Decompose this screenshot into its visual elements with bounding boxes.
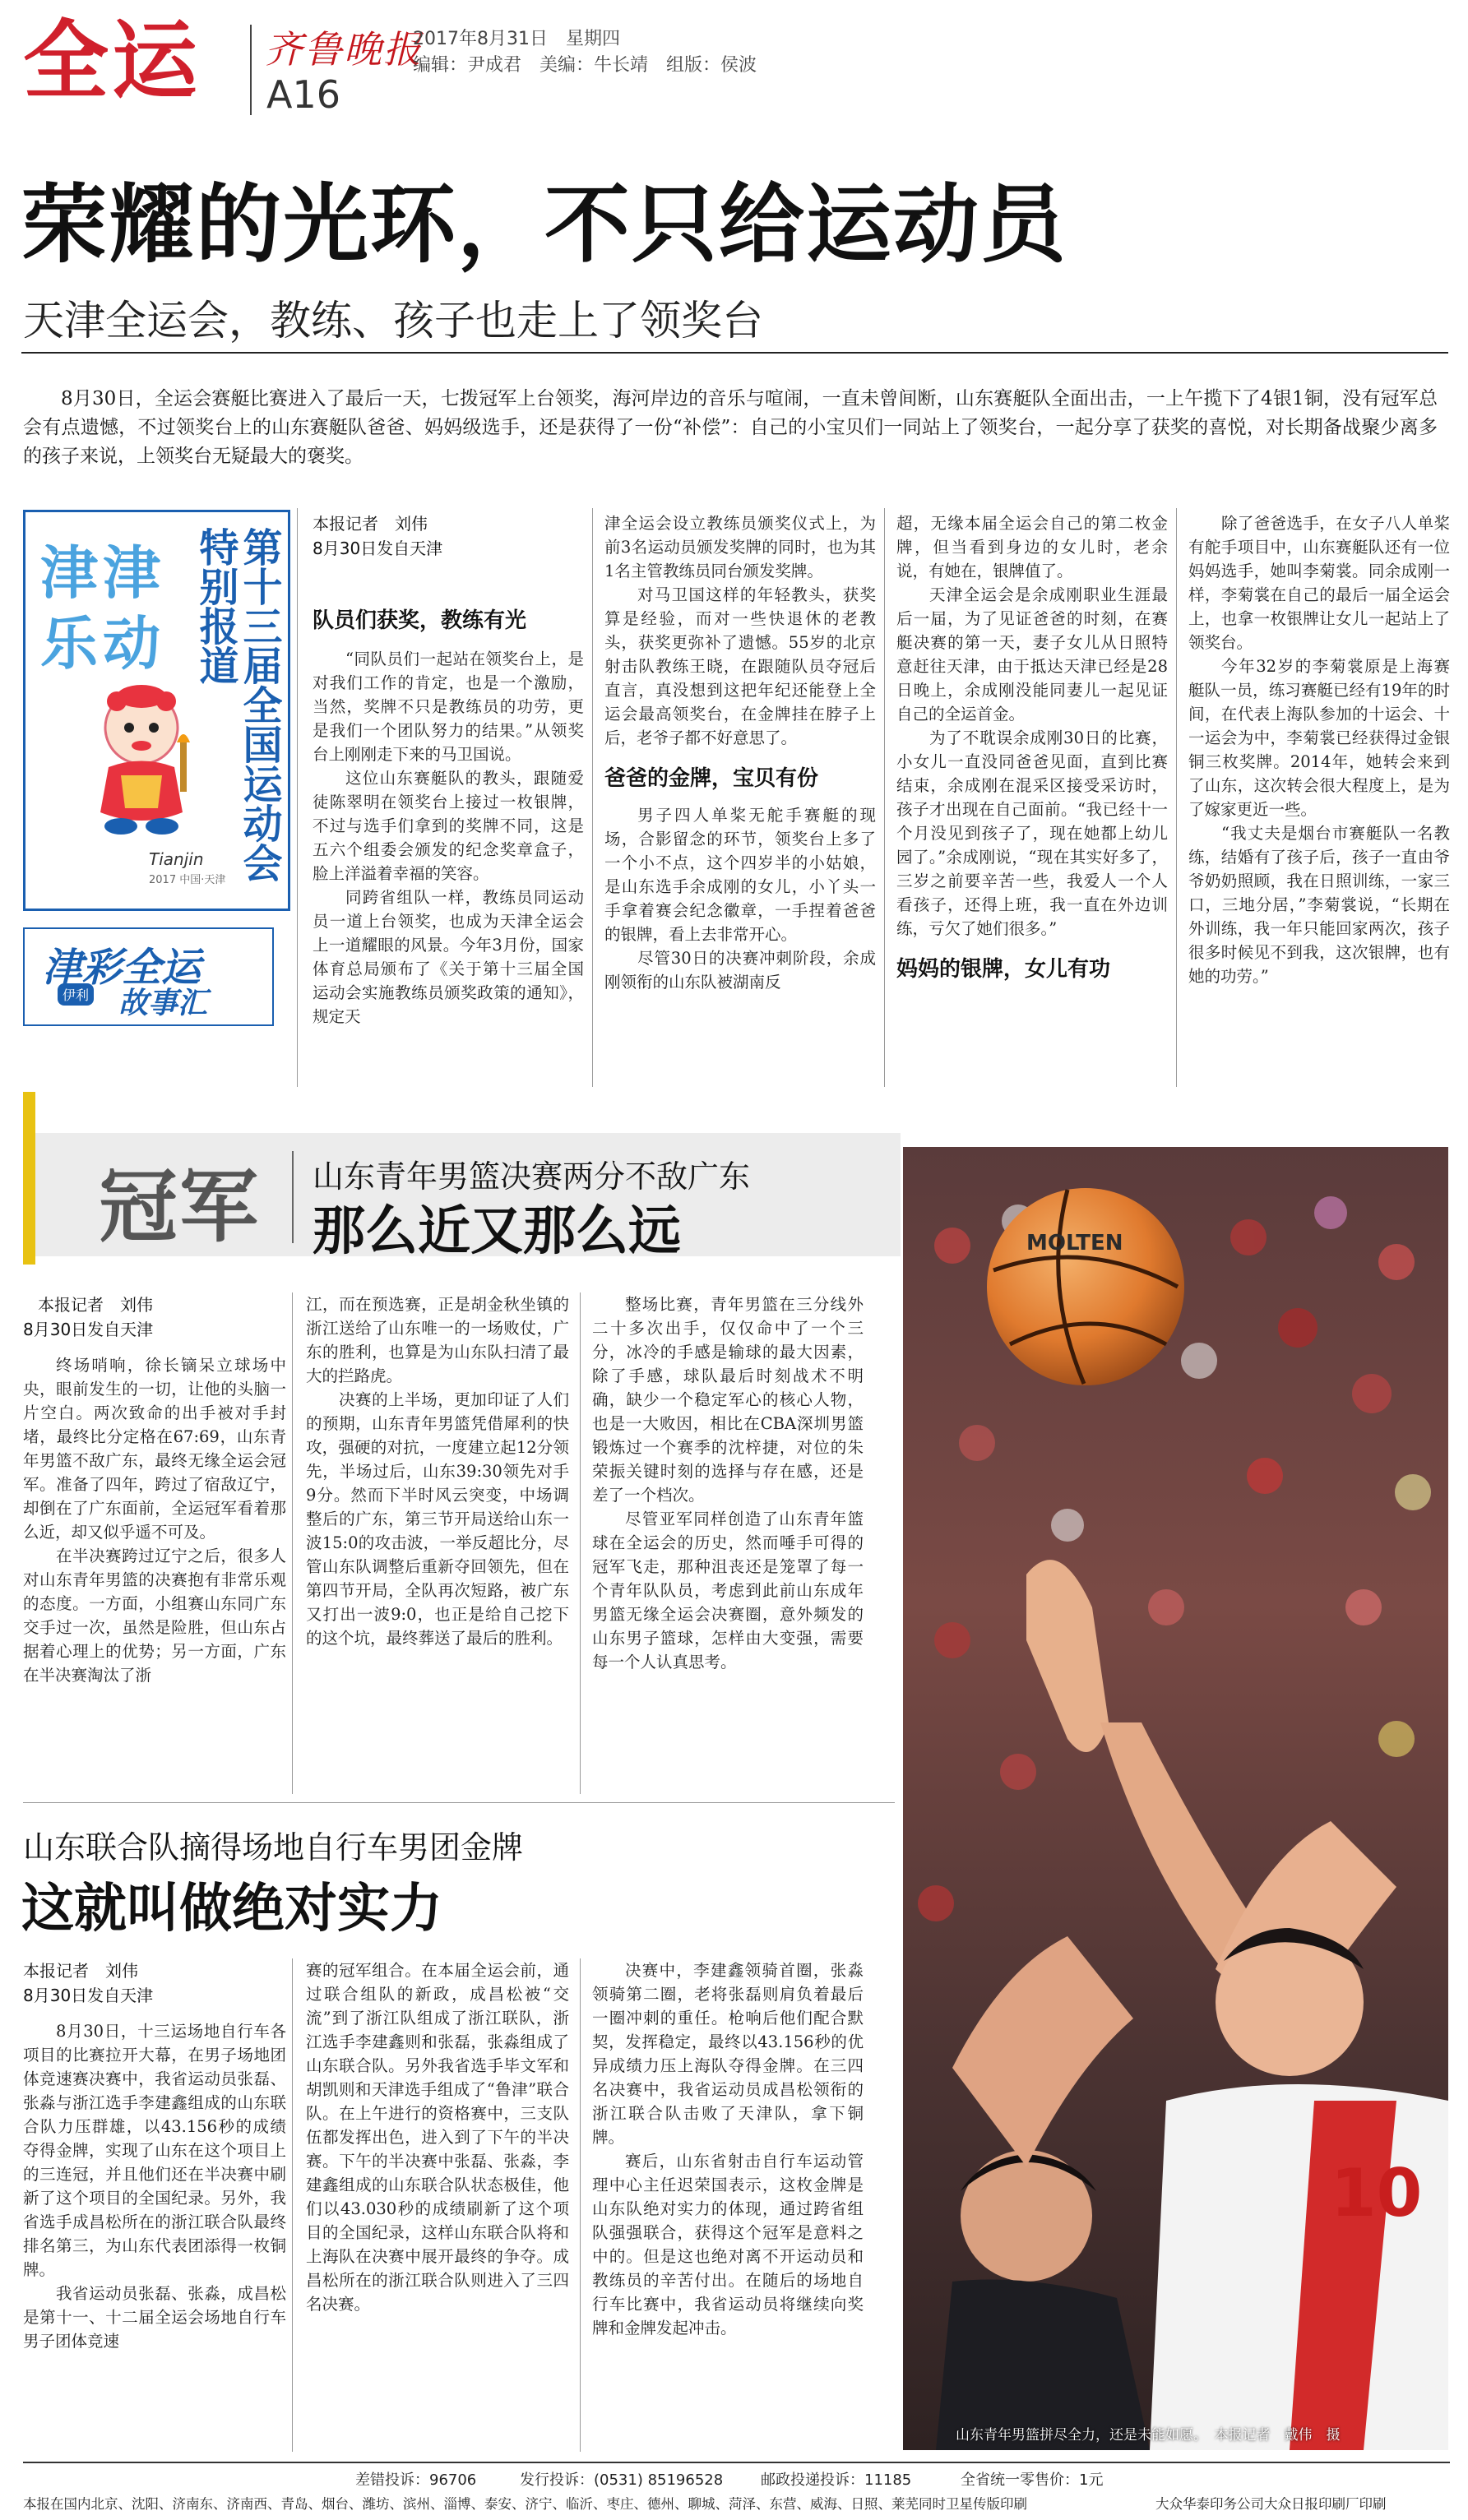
byline-reporter: 本报记者 刘伟: [23, 1961, 138, 1981]
paper-logo: 齐鲁晚报: [265, 27, 423, 72]
tag-divider: [292, 1151, 294, 1243]
article-paragraph: 8月30日，十三运场地自行车各项目的比赛拉开大幕，在男子场地团体竞速赛决赛中，我省运动员张磊、张淼与浙江选手李建鑫组成的山东联合队力压群雄，以43.156秒的成绩夺得金牌，实现了山东在这个项目上的三连冠，并且他们还在半决赛中刷新了这个项目的全国纪录。另外，我省选手成昌松所在的浙江联合队最终排名第三，为山东代表团添得一枚铜牌。: [23, 2022, 286, 2279]
retail-price: 全省统一零售价：1元: [961, 2471, 1104, 2489]
games-badge: [23, 510, 290, 911]
article-paragraph: 天津全运会是余成刚职业生涯最后一届，为了见证爸爸的时刻，在赛艇决赛的第一天，妻子女儿从日照特意赶往天津，由于抵达天津已经是28日晚上，余成刚没能同妻儿一起见证自己的全运首金。: [896, 585, 1168, 724]
column-rule: [1176, 508, 1177, 1087]
champion-tag: 冠军: [99, 1161, 260, 1253]
badge-slogan-b: 乐动: [40, 610, 165, 677]
article-paragraph: 男子四人单桨无舵手赛艇的现场，合影留念的环节，领奖台上多了一个小不点，这个四岁半的小姑娘，是山东选手余成刚的女儿，小丫头一手拿着赛会纪念徽章，一手捏着爸爸的银牌，看上去非常开心。: [604, 806, 876, 944]
story3-rule: [23, 1802, 895, 1803]
ball-brand: MOLTEN: [1026, 1231, 1123, 1255]
story2-col2: [306, 1292, 569, 1650]
story-logo-sub: 故事汇: [118, 987, 208, 1020]
photo-caption: 山东青年男篮拼尽全力，还是未能如愿。 本报记者 戴伟 摄: [956, 2427, 1341, 2444]
story3-col3: [592, 1958, 864, 2340]
article-paragraph: 超，无缘本届全运会自己的第二枚金牌，但当看到身边的女儿时，老余说，有她在，银牌值了。: [896, 514, 1168, 580]
article-paragraph: 整场比赛，青年男篮在三分线外二十多次出手，仅仅命中了一个三分，冰冷的手感是输球的最大因素，除了手感，球队最后时刻战术不明确，缺少一个稳定军心的核心人物，也是一大败因，相比在CBA深圳男篮锻炼过一个赛季的沈梓捷，对位的朱荣振关键时刻的选择与存在感，还是差了一个档次。: [592, 1295, 864, 1505]
masthead-divider: [250, 25, 252, 115]
story-title: 这就叫做绝对实力: [21, 1879, 442, 1940]
column-rule: [884, 508, 885, 1087]
postal-hotline: 邮政投递投诉：11185: [761, 2471, 912, 2489]
sub-headline: 天津全运会，教练、孩子也走上了领奖台: [23, 297, 763, 344]
story-kicker: 山东联合队摘得场地自行车男团金牌: [23, 1829, 524, 1866]
story-logo-box: [23, 927, 274, 1026]
printer-credit: 大众华泰印务公司大众日报印刷厂印刷: [1155, 2496, 1387, 2512]
column-rule: [292, 1292, 293, 1794]
headline-rule: [21, 352, 1448, 354]
story3-col1: [23, 1958, 286, 2353]
photo-scene: [903, 1147, 1448, 2450]
column-rule: [297, 508, 298, 1087]
article-paragraph: 除了爸爸选手，在女子八人单桨有舵手项目中，山东赛艇队还有一位妈妈选手，她叫李菊裳。同余成刚一样，李菊裳在自己的最后一届全运会上，也拿一枚银牌让女儿一起站上了领奖台。: [1188, 514, 1450, 652]
article-paragraph: 决赛的上半场，更加印证了人们的预期，山东青年男篮凭借犀利的快攻，强硬的对抗，一度建立起12分领先，半场过后，山东39:30领先对手9分。然而下半时风云突变，中场调整后的广东，第三节开局送给山东一波15:0的攻击波，一举反超比分，尽管山东队调整后重新夺回领先，但在第四节开局，全队再次短路，被广东又打出一波9:0，也正是给自己挖下的这个坑，最终葬送了最后的胜利。: [306, 1390, 569, 1648]
section-subhead: 爸爸的金牌，宝贝有份: [604, 766, 819, 791]
article-paragraph: 我省运动员张磊、张淼，成昌松是第十一、十二届全运会场地自行车男子团体竞速: [23, 2284, 286, 2351]
story1-col4: [1188, 511, 1450, 988]
mascot-illustration: [72, 677, 211, 841]
byline-dateline: 8月30日发自天津: [23, 1320, 154, 1339]
story-logo: 津彩全运: [43, 945, 201, 991]
complaint-hotline: 差错投诉：96706: [355, 2471, 477, 2489]
badge-vertical-title: 第十三届全国运动会特别报道: [192, 527, 282, 882]
article-paragraph: 江，而在预选赛，正是胡金秋坐镇的浙江送给了山东唯一的一场败仗，广东的胜利，也算是为山东队扫清了最大的拦路虎。: [306, 1295, 569, 1385]
section-title: 全运: [23, 11, 201, 111]
article-paragraph: 终场哨响，徐长镝呆立球场中央，眼前发生的一切，让他的头脑一片空白。两次致命的出手被对手封堵，最终比分定格在67:69，山东青年男篮不敌广东，最终无缘全运会冠军。准备了四年，跨过了宿敌辽宁，却倒在了广东面前，全运冠军看着那么近，却又似乎遥不可及。: [23, 1356, 286, 1542]
article-paragraph: 尽管亚军同样创造了山东青年篮球在全运会的历史，然而唾手可得的冠军飞走，那种沮丧还是笼罩了每一个青年队队员，考虑到此前山东成年男篮无缘全运会决赛圈，意外频发的山东男子篮球，怎样由大变强，需要每一个人认真思考。: [592, 1510, 864, 1672]
badge-slogan-a: 津津: [40, 539, 165, 607]
jersey-number: 10: [1331, 2155, 1423, 2231]
story2-col1: [23, 1292, 286, 1687]
story2-col3: [592, 1292, 864, 1674]
footer-rule: [23, 2462, 1450, 2463]
article-paragraph: 尽管30日的决赛冲刺阶段，余成刚领衔的山东队被湖南反: [604, 949, 876, 992]
article-paragraph: 对马卫国这样的年轻教头，获奖算是经验，而对一些快退休的老教头，获奖更弥补了遗憾。55岁的北京射击队教练王晓，在跟随队员夺冠后直言，真没想到这把年纪还能登上全运会最高领奖台，在金牌挂在脖子上后，老爷子都不好意思了。: [604, 585, 876, 747]
column-rule: [292, 1958, 293, 2452]
article-paragraph: 今年32岁的李菊裳原是上海赛艇队一员，练习赛艇已经有19年的时间，在代表上海队参加的十运会、十一运会为中，李菊裳已经获得过金银铜三枚奖牌。2014年，她转会来到了山东，这次转会很大程度上，是为了嫁家更近一些。: [1188, 657, 1450, 819]
story3-col2: [306, 1958, 569, 2316]
page-number: A16: [266, 72, 341, 117]
column-rule: [580, 1292, 581, 1794]
article-paragraph: 赛后，山东省射击自行车运动管理中心主任迟荣国表示，这枚金牌是山东队绝对实力的体现，通过跨省组队强强联合，获得这个冠军是意料之中的。但是这也绝对离不开运动员和教练员的辛苦付出。在随后的场地自行车比赛中，我省运动员将继续向奖牌和金牌发起冲击。: [592, 2152, 864, 2337]
story-logo-tag: 伊利: [58, 983, 94, 1006]
story-kicker: 山东青年男篮决赛两分不敌广东: [313, 1158, 751, 1195]
column-rule: [592, 508, 593, 1087]
print-distribution: 本报在国内北京、沈阳、济南东、济南西、青岛、烟台、潍坊、滨州、淄博、泰安、济宁、临沂、枣庄、德州、聊城、菏泽、东营、威海、日照、莱芜同时卫星传版印刷: [23, 2496, 1027, 2512]
section-subhead: 队员们获奖，教练有光: [313, 608, 527, 633]
byline-dateline: 8月30日发自天津: [313, 539, 443, 558]
byline-reporter: 本报记者 刘伟: [38, 1295, 153, 1315]
article-paragraph: “同队员们一起站在领奖台上，是对我们工作的肯定，也是一个激励，当然，奖牌不只是教练员的功劳，更是我们一个团队努力的结果。”从领奖台上刚刚走下来的马卫国说。: [313, 650, 584, 764]
byline-dateline: 8月30日发自天津: [23, 1986, 154, 2005]
champion-tag-bar: [23, 1092, 35, 1265]
article-paragraph: “我丈夫是烟台市赛艇队一名教练，结婚有了孩子后，孩子一直由爷爷奶奶照顾，我在日照训练，一家三口，三地分居，”李菊裳说，“长期在外训练，我一年只能回家两次，孩子很多时候见不到我，这次银牌，也有她的功劳。”: [1188, 824, 1450, 986]
issue-date: 2017年8月31日 星期四: [413, 29, 620, 49]
article-paragraph: 津全运会设立教练员颁奖仪式上，为前3名运动员颁发奖牌的同时，也为其1名主管教练员同台颁发奖牌。: [604, 514, 876, 580]
byline-reporter: 本报记者 刘伟: [313, 514, 428, 534]
story1-col1: [313, 511, 584, 1029]
section-subhead: 妈妈的银牌，女儿有功: [896, 957, 1111, 982]
article-paragraph: 赛的冠军组合。在本届全运会前，通过联合组队的新政，成昌松被“交流”到了浙江队组成了浙江联队，浙江选手李建鑫则和张磊，张淼组成了山东联合队。另外我省选手毕文军和胡凯则和天津选手组成了“鲁津”联合队。在上午进行的资格赛中，三支队伍都发挥出色，进入到了下午的半决赛。下午的半决赛中张磊、张淼，李建鑫组成的山东联合队状态极佳，他们以43.030秒的成绩刷新了这个项目的全国纪录，这样山东联合队将和上海队在决赛中展开最终的争夺。成昌松所在的浙江联合队则进入了三四名决赛。: [306, 1961, 569, 2314]
column-rule: [580, 1958, 581, 2452]
mascot-year: 2017 中国·天津: [149, 874, 226, 886]
main-headline: 荣耀的光环，不只给运动员: [21, 174, 1068, 275]
lead-paragraph: 8月30日，全运会赛艇比赛进入了最后一天，七拨冠军上台领奖，海河岸边的音乐与喧闹，一直未曾间断，山东赛艇队全面出击，一上午揽下了4银1铜，没有冠军总会有点遗憾，不过领奖台上的山东赛艇队爸爸、妈妈级选手，还是获得了一份“补偿”：自己的小宝贝们一同站上了领奖台，一起分享了获奖的喜悦，对长期备战聚少离多的孩子来说，上领奖台无疑最大的褒奖。: [23, 388, 1438, 467]
article-paragraph: 为了不耽误余成刚30日的比赛，小女儿一直没同爸爸见面，直到比赛结束，余成刚在混采区接受采访时，孩子才出现在自己面前。“我已经十一个月没见到孩子了，现在她都上幼儿园了。”余成刚说，“现在其实好多了，三岁之前要辛苦一些，我爱人一个人看孩子，还得上班，我一直在外边训练，亏欠了她们很多。”: [896, 728, 1168, 938]
story-title: 那么近又那么远: [313, 1201, 681, 1262]
story1-col3: [896, 511, 1168, 983]
distribution-hotline: 发行投诉：(0531) 85196528: [520, 2471, 724, 2489]
article-paragraph: 同跨省组队一样，教练员同运动员一道上台领奖，也成为天津全运会上一道耀眼的风景。今年3月份，国家体育总局颁布了《关于第十三届全国运动会实施教练员颁奖政策的通知》，规定天: [313, 888, 584, 1026]
article-paragraph: 这位山东赛艇队的教头，跟随爱徒陈翠明在领奖台上接过一枚银牌，不过与选手们拿到的奖牌不同，这是五六个组委会颁发的纪念奖章盒子，脸上洋溢着幸福的笑容。: [313, 769, 584, 883]
story1-col2: [604, 511, 876, 994]
basketball-photo: [903, 1147, 1448, 2450]
article-paragraph: 决赛中，李建鑫领骑首圈，张淼领骑第二圈，老将张磊则肩负着最后一圈冲刺的重任。枪响后他们配合默契，发挥稳定，最终以43.156秒的优异成绩力压上海队夺得金牌。在三四名决赛中，我省运动员成昌松领衔的浙江联合队击败了天津队，拿下铜牌。: [592, 1961, 864, 2147]
mascot-caption: Tianjin: [149, 849, 204, 869]
editor-credits: 编辑：尹成君 美编：牛长靖 组版：侯波: [413, 55, 757, 76]
article-paragraph: 在半决赛跨过辽宁之后，很多人对山东青年男篮的决赛抱有非常乐观的态度。一方面，小组赛山东同广东交手过一次，虽然是险胜，但山东占据着心理上的优势；另一方面，广东在半决赛淘汰了浙: [23, 1547, 286, 1685]
